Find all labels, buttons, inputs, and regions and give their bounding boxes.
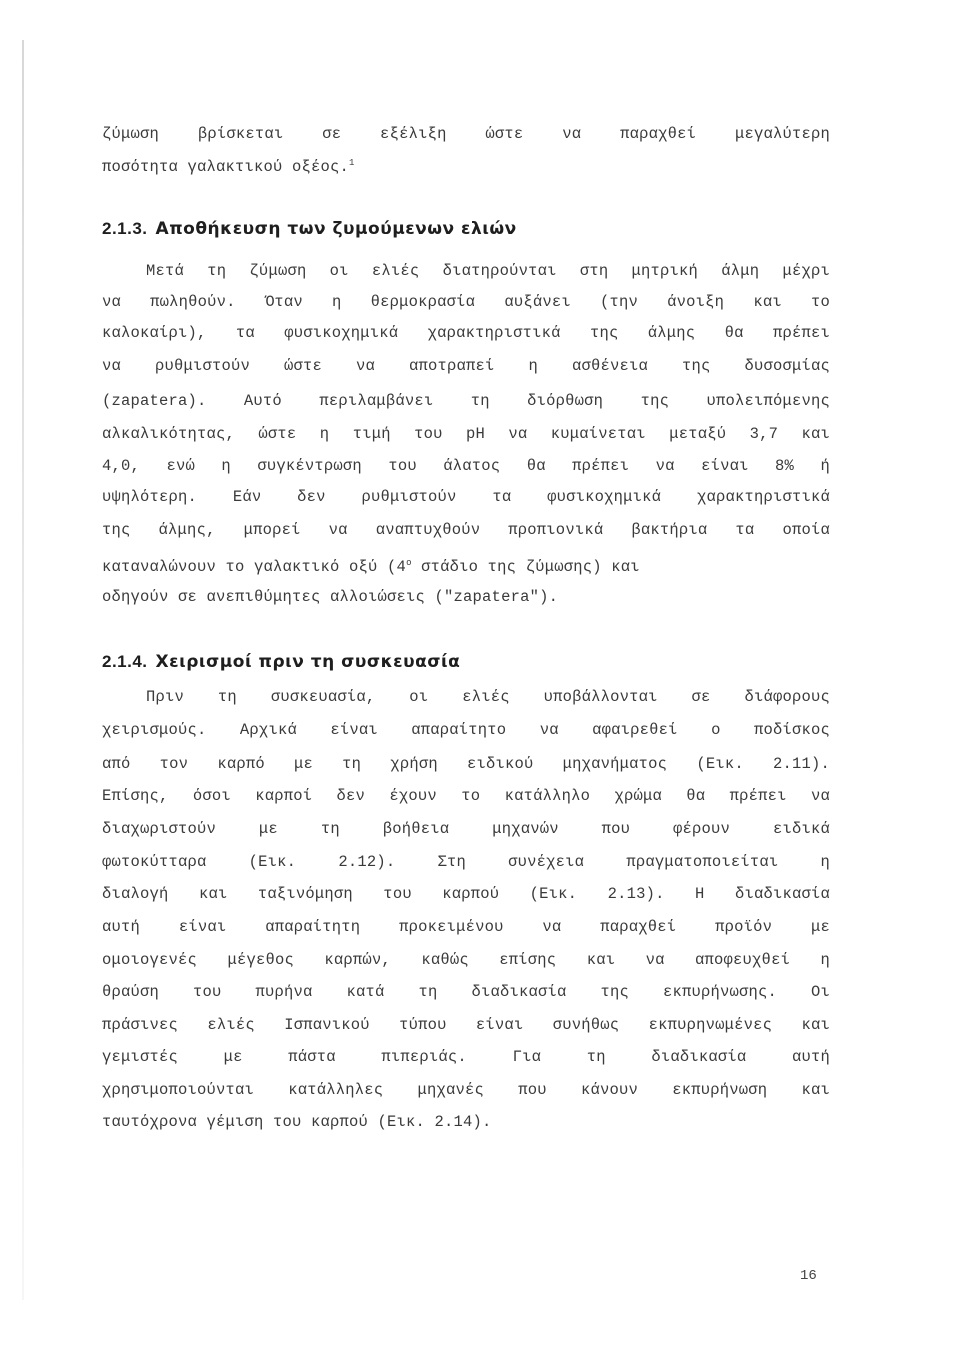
intro-line-2-text: ποσότητα γαλακτικού οξέος. <box>102 158 350 176</box>
intro-line-2 <box>102 153 830 177</box>
paragraph-line: θραύση του πυρήνα κατά τη διαδικασία της εκπυρήνωσης. Οι <box>102 983 830 1001</box>
section-heading-2-1-3 <box>102 219 517 239</box>
page-number: 16 <box>800 1268 817 1284</box>
paragraph-line: Επίσης, όσοι καρποί δεν έχουν το κατάλληλο χρώμα θα πρέπει να <box>102 787 830 805</box>
paragraph-line: καλοκαίρι), τα φυσικοχημικά χαρακτηριστικά της άλμης θα πρέπει <box>102 324 830 342</box>
section-number: 2.1.3. <box>102 219 148 238</box>
paragraph-line: γεμιστές με πάστα πιπεριάς. Για τη διαδικασία αυτή <box>102 1048 830 1066</box>
paragraph-line: αυτή είναι απαραίτητη προκειμένου να παραχθεί προϊόν με <box>102 918 830 936</box>
paragraph-line: αλκαλικότητας, ώστε η τιμή του pH να κυμαίνεται μεταξύ 3,7 και <box>102 425 830 443</box>
paragraph-line: Πριν τη συσκευασία, οι ελιές υποβάλλονται σε διάφορους <box>146 688 830 706</box>
line-text: καταναλώνουν το γαλακτικό οξύ (4 <box>102 558 407 576</box>
paragraph-line: ταυτόχρονα γέμιση του καρπού (Εικ. 2.14). <box>102 1113 492 1131</box>
paragraph-line: της άλμης, μπορεί να αναπτυχθούν προπιονικά βακτήρια τα οποία <box>102 521 830 539</box>
paragraph-line: (zapatera). Αυτό περιλαμβάνει τη διόρθωση της υπολειπόμενης <box>102 392 830 410</box>
section-heading-2-1-4 <box>102 652 460 672</box>
section-title: Αποθήκευση των ζυμούμενων ελιών <box>155 219 517 239</box>
paragraph-line: 4,0, ενώ η συγκέντρωση του άλατος θα πρέπει να είναι 8% ή <box>102 457 830 475</box>
degree-superscript: ο <box>406 558 412 568</box>
paragraph-line: διαχωριστούν με τη βοήθεια μηχανών που φέρουν ειδικά <box>102 820 830 838</box>
paragraph-line: χειρισμούς. Αρχικά είναι απαραίτητο να αφαιρεθεί ο ποδίσκος <box>102 721 830 739</box>
footnote-ref: 1 <box>349 158 355 168</box>
paragraph-line <box>102 553 830 577</box>
section-number: 2.1.4. <box>102 652 148 671</box>
paragraph-line: να πωληθούν. Όταν η θερμοκρασία αυξάνει (την άνοιξη και το <box>102 293 830 311</box>
paragraph-line: ομοιογενές μέγεθος καρπών, καθώς επίσης και να αποφευχθεί η <box>102 951 830 969</box>
paragraph-line: Μετά τη ζύμωση οι ελιές διατηρούνται στη μητρική άλμη μέχρι <box>146 262 830 280</box>
section-title: Χειρισμοί πριν τη συσκευασία <box>155 652 461 672</box>
paragraph-line: διαλογή και ταξινόμηση του καρπού (Εικ. 2.13). Η διαδικασία <box>102 885 830 903</box>
scan-edge-line <box>22 40 24 1300</box>
paragraph-line: από τον καρπό με τη χρήση ειδικού μηχανήματος (Εικ. 2.11). <box>102 755 830 773</box>
paragraph-line: να ρυθμιστούν ώστε να αποτραπεί η ασθένεια της δυσοσμίας <box>102 357 830 375</box>
line-text-rest: στάδιο της ζύμωσης) και <box>411 558 640 576</box>
paragraph-line: οδηγούν σε ανεπιθύμητες αλλοιώσεις ("zapatera"). <box>102 588 559 606</box>
paragraph-line: πράσινες ελιές Ισπανικού τύπου είναι συνήθως εκπυρηνωμένες και <box>102 1016 830 1034</box>
paragraph-line: χρησιμοποιούνται κατάλληλες μηχανές που κάνουν εκπυρήνωση και <box>102 1081 830 1099</box>
paragraph-line: φωτοκύτταρα (Εικ. 2.12). Στη συνέχεια πραγματοποιείται η <box>102 853 830 871</box>
paragraph-line: υψηλότερη. Εάν δεν ρυθμιστούν τα φυσικοχημικά χαρακτηριστικά <box>102 488 830 506</box>
intro-line-1: ζύμωση βρίσκεται σε εξέλιξη ώστε να παραχθεί μεγαλύτερη <box>102 125 830 143</box>
